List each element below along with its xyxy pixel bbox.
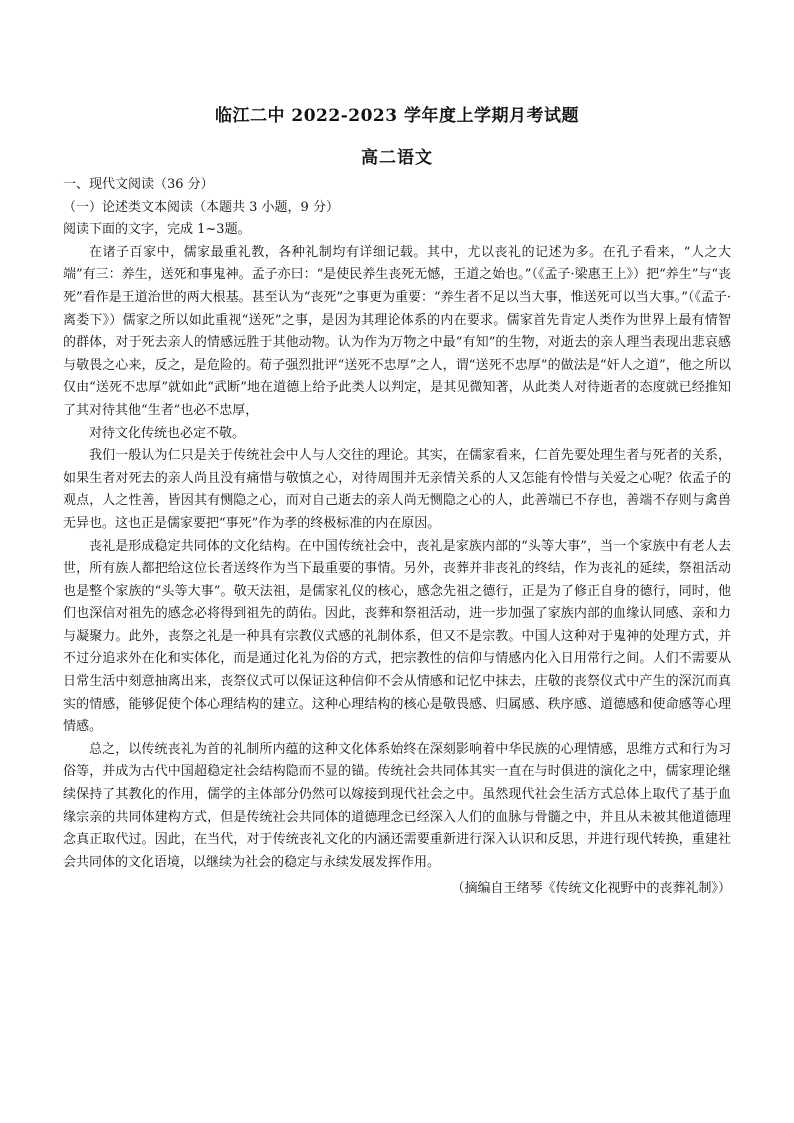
source-citation: （摘编自王绪琴《传统文化视野中的丧葬礼制》）: [451, 881, 731, 897]
reading-instruction: 阅读下面的文字，完成 1~3题。: [63, 222, 251, 238]
exam-title: 临江二中 2022-2023 学年度上学期月考试题: [214, 106, 580, 126]
document-body: [63, 174, 731, 901]
paragraph-5: 总之，以传统丧礼为首的礼制所内蕴的这种文化体系始终在深刻影响着中华民族的心理情感，思维方式和行为习俗等，并成为古代中国超稳定社会结构隐而不显的锚。传统社会共同体其实一直在与时俱进的演化之中，儒家理论继续保持了其教化的作用，儒学的主体部分仍然可以嫁接到现代社会之中。虽然现代社会生活方式总体上取代了基于血缘宗亲的共同体建构方式，但是传统社会共同体的道德理念已经深入人们的血脉与骨髓之中，并且从未被其他道德理念真正取代过。因此，在当代，对于传统丧礼文化的内涵还需要重新进行深入认识和反思，并进行现代转换，重建社会共同体的文化语境，以继续为社会的稳定与永续发展发挥作用。: [63, 741, 731, 870]
paragraph-1: 在诸子百家中，儒家最重礼教，各种礼制均有详细记载。其中，尤以丧礼的记述为多。在孔子看来，“人之大端”有三：养生，送死和事鬼神。孟子亦曰：“是使民养生丧死无憾，王道之始也。”（《孟子·梁惠王上》）把“养生”与“丧死”看作是王道治世的两大根基。甚至认为“丧死”之事更为重要：“养生者不足以当大事，惟送死可以当大事。”（《孟子·离娄下》）儒家之所以如此重视“送死”之事，是因为其理论体系的内在要求。儒家首先肯定人类作为世界上最有情智的群体，对于死去亲人的情感远胜于其他动物。认为作为万物之中最“有知”的生物，对逝去的亲人理当表现出悲哀感与敬畏之心来，反之，是危险的。荀子强烈批评“送死不忠厚”之人，谓“送死不忠厚”的做法是“奸人之道”，他之所以仅由“送死不忠厚”就如此“武断”地在道德上给予此类人以判定，是其见微知著，从此类人对待逝者的态度就已经推知了其对待其他“生者”也必不忠厚，: [63, 244, 732, 418]
subsection-heading: （一）论述类文本阅读（本题共 3 小题，9 分）: [63, 199, 339, 215]
paragraph-4: 丧礼是形成稳定共同体的文化结构。在中国传统社会中，丧礼是家族内部的“头等大事”，当一个家族中有老人去世，所有族人都把给这位长者送终作为当下最重要的事情。另外，丧葬并非丧礼的终结，作为丧礼的延续，祭祖活动也是整个家族的“头等大事”。敬天法祖，是儒家礼仪的核心，感念先祖之德行，正是为了修正自身的德行，同时，他们也深信对祖先的感念必将得到祖先的荫佑。因此，丧葬和祭祖活动，进一步加强了家族内部的血缘认同感、亲和力与凝聚力。此外，丧祭之礼是一种具有宗教仪式感的礼制体系，但又不是宗教。中国人这种对于鬼神的处理方式，并不过分追求外在化和实体化，而是通过化礼为俗的方式，把宗教性的信仰与情感内化入日用常行之间。人们不需要从日常生活中刻意抽离出来，丧祭仪式可以保证这种信仰不会从情感和记忆中抹去，庄敬的丧祭仪式中产生的深沉而真实的情感，能够促使个体心理结构的建立。这种心理结构的核心是敬畏感、归属感、秩序感、道德感和使命感等心理情感。: [63, 538, 731, 735]
paragraph-2: 对待文化传统也必定不敬。: [89, 425, 246, 441]
section-heading: 一、现代文阅读（36 分）: [63, 177, 214, 192]
paragraph-3: 我们一般认为仁只是关于传统社会中人与人交往的理论。其实，在儒家看来，仁首先要处理生者与死者的关系，如果生者对死去的亲人尚且没有痛惜与敬慎之心，对待周围并无亲情关系的人又怎能有怜惜与关爱之心呢？依孟子的观点，人之性善，皆因其有恻隐之心，而对自己逝去的亲人尚无恻隐之心的人，此善端已不存也，善端不存则与禽兽无异也。这也正是儒家要把“事死”作为孝的终极标准的内在原因。: [63, 448, 731, 531]
exam-subtitle: 高二语文: [361, 148, 433, 168]
